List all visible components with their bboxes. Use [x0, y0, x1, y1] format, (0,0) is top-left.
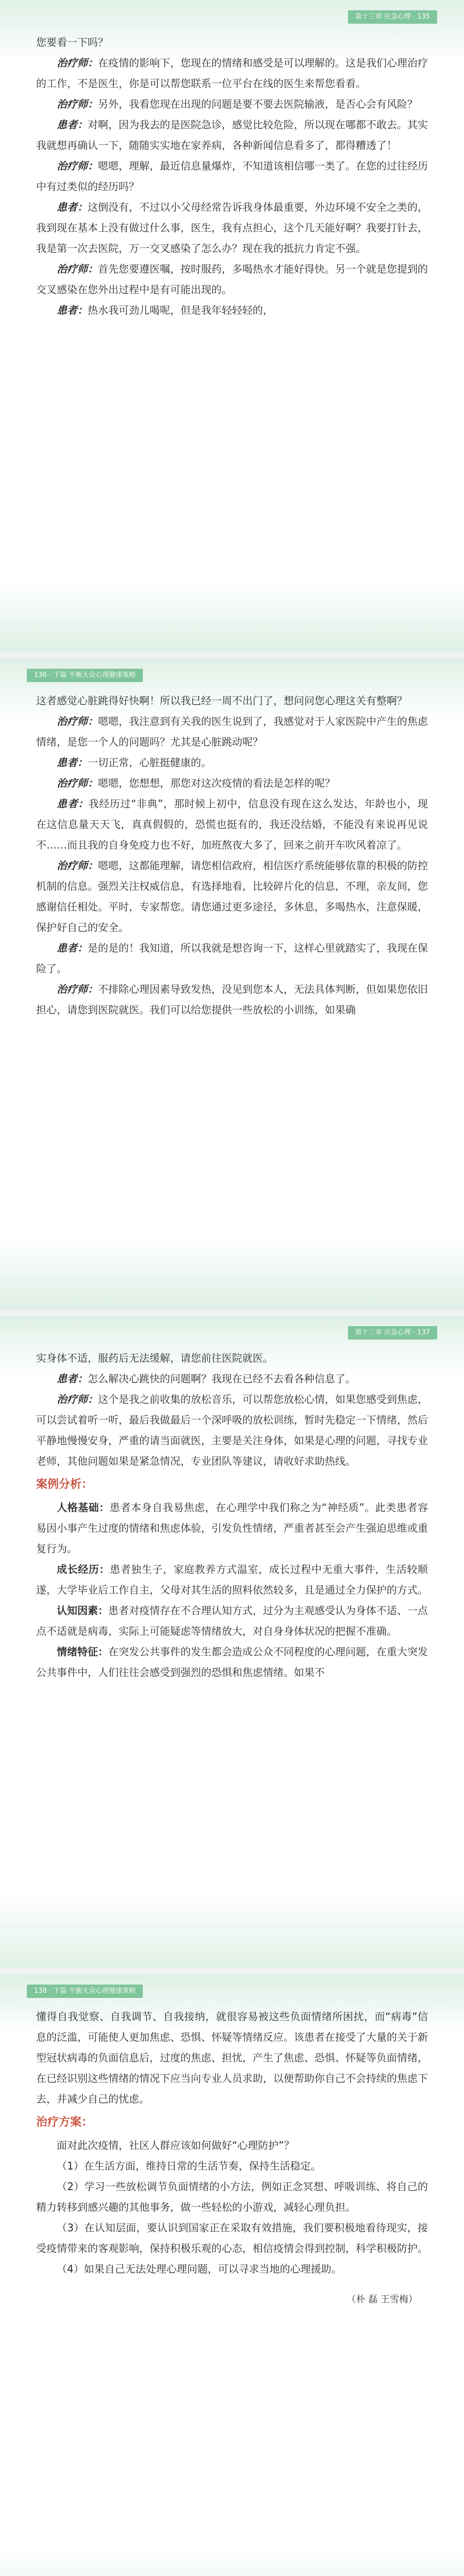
speaker-label: 治疗师： — [57, 98, 98, 110]
page-body — [36, 32, 428, 320]
page-gap — [0, 1310, 464, 1316]
speaker-label: 患者： — [57, 304, 88, 316]
case-paragraph: 人格基础：患者本身自我易焦虑，在心理学中我们称之为“神经质”。此类患者容易因小事产生过度的情绪和焦虑体验，引发负性情绪，严重者甚至会产生强迫思维或重复行为。 — [36, 1501, 428, 1555]
running-header: 第十三章 应急心理 · 135 — [348, 10, 437, 24]
dialog-paragraph: 患者：是的是的！我知道，所以我就是想咨询一下，这样心里就踏实了，我现在保险了。 — [36, 942, 428, 975]
dialog-paragraph: 患者：怎么解决心跳快的问题啊？我现在已经不去看各种信息了。 — [57, 1372, 356, 1385]
case-paragraph: 认知因素：患者对疫情存在不合理认知方式，过分为主观感受认为身体不适、一点点不适就是病毒，实际上可能疑虑等情绪放大，对自身身体状况的把握不准确。 — [36, 1604, 428, 1637]
list-item: （4）如果自己无法处理心理问题，可以寻求当地的心理援助。 — [57, 2263, 342, 2275]
dialog-paragraph: 治疗师：在疫情的影响下，您现在的情绪和感受是可以理解的。这是我们心理治疗的工作，不是医生，你是可以帮您联系一位平台在线的医生来帮您看看。 — [36, 57, 428, 90]
paragraph: 面对此次疫情，社区人群应该如何做好“心理防护”？ — [57, 2139, 294, 2151]
paragraph: 这者感觉心脏跳得好快啊！所以我已经一周不出门了，想问问您心理这关有整啊？ — [36, 694, 407, 707]
page-bottom-gradient — [0, 2548, 464, 2576]
paragraph: 实身体不适，服药后无法缓解，请您前往医院就医。 — [36, 1352, 273, 1364]
case-term: 情绪特征： — [57, 1646, 108, 1658]
running-header: 136 · 下篇 平衡大众心理健康策略 — [27, 669, 143, 682]
page-body — [36, 690, 428, 1020]
case-term: 成长经历： — [57, 1563, 110, 1575]
section-heading: 案例分析： — [36, 1478, 93, 1491]
dialog-paragraph: 治疗师：另外，我看您现在出现的问题是要不要去医院输液，是否心会有风险？ — [57, 98, 418, 110]
dialog-paragraph: 患者：热水我可劲儿喝呢，但是我年轻轻轻的， — [57, 304, 273, 316]
case-term: 认知因素： — [57, 1604, 108, 1617]
page-gap — [0, 1968, 464, 1974]
speaker-label: 治疗师： — [57, 983, 98, 995]
case-term: 人格基础： — [57, 1501, 110, 1514]
author-credit: （朴 磊 王雪梅） — [346, 2294, 418, 2305]
speaker-label: 患者： — [57, 1372, 88, 1385]
list-item: （2）学习一些放松调节负面情绪的小方法，例如正念冥想、呼吸训练、将自己的精力转移到感兴趣的其他事务，做一些轻松的小游戏，减轻心理负担。 — [36, 2180, 428, 2213]
dialog-paragraph: 治疗师：不排除心理因素导致发热，没见到您本人，无法具体判断，但如果您依旧担心，请您到医院就医。我们可以给您提供一些放松的小训练，如果确 — [36, 983, 428, 1016]
page-bottom-gradient — [0, 1238, 464, 1310]
speaker-label: 患者： — [57, 798, 89, 810]
dialog-paragraph: 治疗师：嗯嗯，这都能理解，请您相信政府，相信医疗系统能够依靠的积极的防控机制的信息。强烈关注权威信息，有选择地看，比较碎片化的信息，不理，亲友间，您感谢信任相处。平时，专家帮您。请您通过更多途径，多休息，多喝热水，注意保暖，保护好自己的安全。 — [36, 859, 428, 934]
speaker-label: 治疗师： — [57, 1393, 98, 1405]
dialog-paragraph: 治疗师：这个是我之前收集的放松音乐，可以帮您放松心情，如果您感受到焦虑，可以尝试着听一听，最后我做最后一个深呼吸的放松训练，暂时先稳定一下情绪，然后平静地慢慢安身，严重的请当面就医，主要是关注身体，如果是心理的问题，寻找专业老师，其他问题如果是紧急情况，专业团队等建议，请收好求助热线。 — [36, 1393, 428, 1467]
speaker-label: 治疗师： — [57, 715, 98, 727]
case-paragraph: 情绪特征：在突发公共事件的发生都会造成公众不同程度的心理问题，在重大突发公共事件中，人们往往会感受到强烈的恐惧和焦虑情绪。如果不 — [36, 1646, 428, 1679]
running-header: 138 · 下篇 平衡大众心理健康策略 — [27, 1985, 143, 1998]
dialog-paragraph: 患者：这倒没有，不过以小父母经常告诉我身体最重要，外边环境不安全之类的，我到现在基本上没有做过什么事，医生，我有点担心，这个几天能好啊？我要打针去，我是第一次去医院，万一交叉感染了怎么办？现在我的抵抗力肯定不强。 — [36, 201, 428, 255]
document-page-2 — [0, 658, 464, 1310]
speaker-label: 患者： — [57, 201, 88, 213]
speaker-label: 患者： — [57, 942, 88, 954]
section-heading: 治疗方案： — [36, 2116, 93, 2129]
speaker-label: 患者： — [57, 756, 88, 769]
speaker-label: 治疗师： — [57, 263, 98, 275]
dialog-paragraph: 治疗师：首先您要遵医嘱，按时服药，多喝热水才能好得快。另一个就是您提到的交叉感染在您外出过程中是有可能出现的。 — [36, 263, 428, 296]
paragraph: 懂得自我觉察、自我调节、自我接纳，就很容易被这些负面情绪所困扰，而“病毒”信息的泛滥，可能使人更加焦虑、恐惧、怀疑等情绪反应。该患者在接受了大量的关于新型冠状病毒的负面信息后，过度的焦虑、担忧，产生了焦虑、恐惧、怀疑等负面情绪，在已经识别这些情绪的情况下应当向专业人员求助，以便帮助你自己不会持续的焦虑下去，并减少自己的忧虑。 — [36, 2010, 428, 2105]
page-body — [36, 1348, 428, 1683]
speaker-label: 治疗师： — [57, 859, 98, 872]
page-body — [36, 2006, 428, 2310]
list-item: （3）在认知层面，要认识到国家正在采取有效措施，我们要积极地看待现实，接受疫情带来的客观影响，保持积极乐观的心态，相信疫情会得到控制，科学积极防护。 — [36, 2222, 428, 2255]
dialog-paragraph: 治疗师：嗯嗯，理解，最近信息量爆炸，不知道该相信哪一类了。在您的过往经历中有过类似的经历吗？ — [36, 160, 428, 193]
page-gap — [0, 652, 464, 658]
dialog-paragraph: 患者：对啊，因为我去的是医院急诊，感觉比较危险，所以现在哪都不敢去。其实我就想再确认一下，随随实实地在家养病，各种新闻信息看多了，都得糟透了！ — [36, 118, 428, 151]
dialog-paragraph: 治疗师：嗯嗯，您想想，那您对这次疫情的看法是怎样的呢？ — [57, 777, 335, 789]
page-bottom-gradient — [0, 580, 464, 652]
document-page-4 — [0, 1974, 464, 2576]
list-item: （1）在生活方面，维持日常的生活节奏，保持生活稳定。 — [57, 2160, 321, 2172]
dialog-paragraph: 治疗师：嗯嗯，我注意到有关我的医生说到了，我感觉对于人家医院中产生的焦虑情绪，是您一个人的问题吗？尤其是心脏跳动呢？ — [36, 715, 428, 748]
running-header: 第十三章 应急心理 · 137 — [348, 1326, 437, 1340]
dialog-paragraph: 患者：我经历过“非典”，那时候上初中，信息没有现在这么发达，年龄也小，现在这信息量天天飞，真真假假的，恐慌也挺有的，我还没结婚，不能没有来说再见说不……而且我的自身免疫力也不好，加班熬夜大多了，回来之前开车吹风着凉了。 — [36, 798, 428, 851]
dialog-paragraph: 患者：一切正常，心脏挺健康的。 — [57, 756, 211, 769]
case-paragraph: 成长经历：患者独生子，家庭教养方式温室，成长过程中无重大事件，生活较顺遂，大学毕业后工作自主，父母对其生活的照料依然较多，且是通过全力保护的方式。 — [36, 1563, 428, 1596]
speaker-label: 治疗师： — [57, 57, 98, 69]
document-page-1 — [0, 0, 464, 652]
paragraph: 您要看一下吗？ — [36, 36, 108, 48]
document-page-3 — [0, 1316, 464, 1968]
speaker-label: 患者： — [57, 118, 88, 131]
page-bottom-gradient — [0, 1896, 464, 1968]
speaker-label: 治疗师： — [57, 777, 98, 789]
speaker-label: 治疗师： — [57, 160, 98, 172]
